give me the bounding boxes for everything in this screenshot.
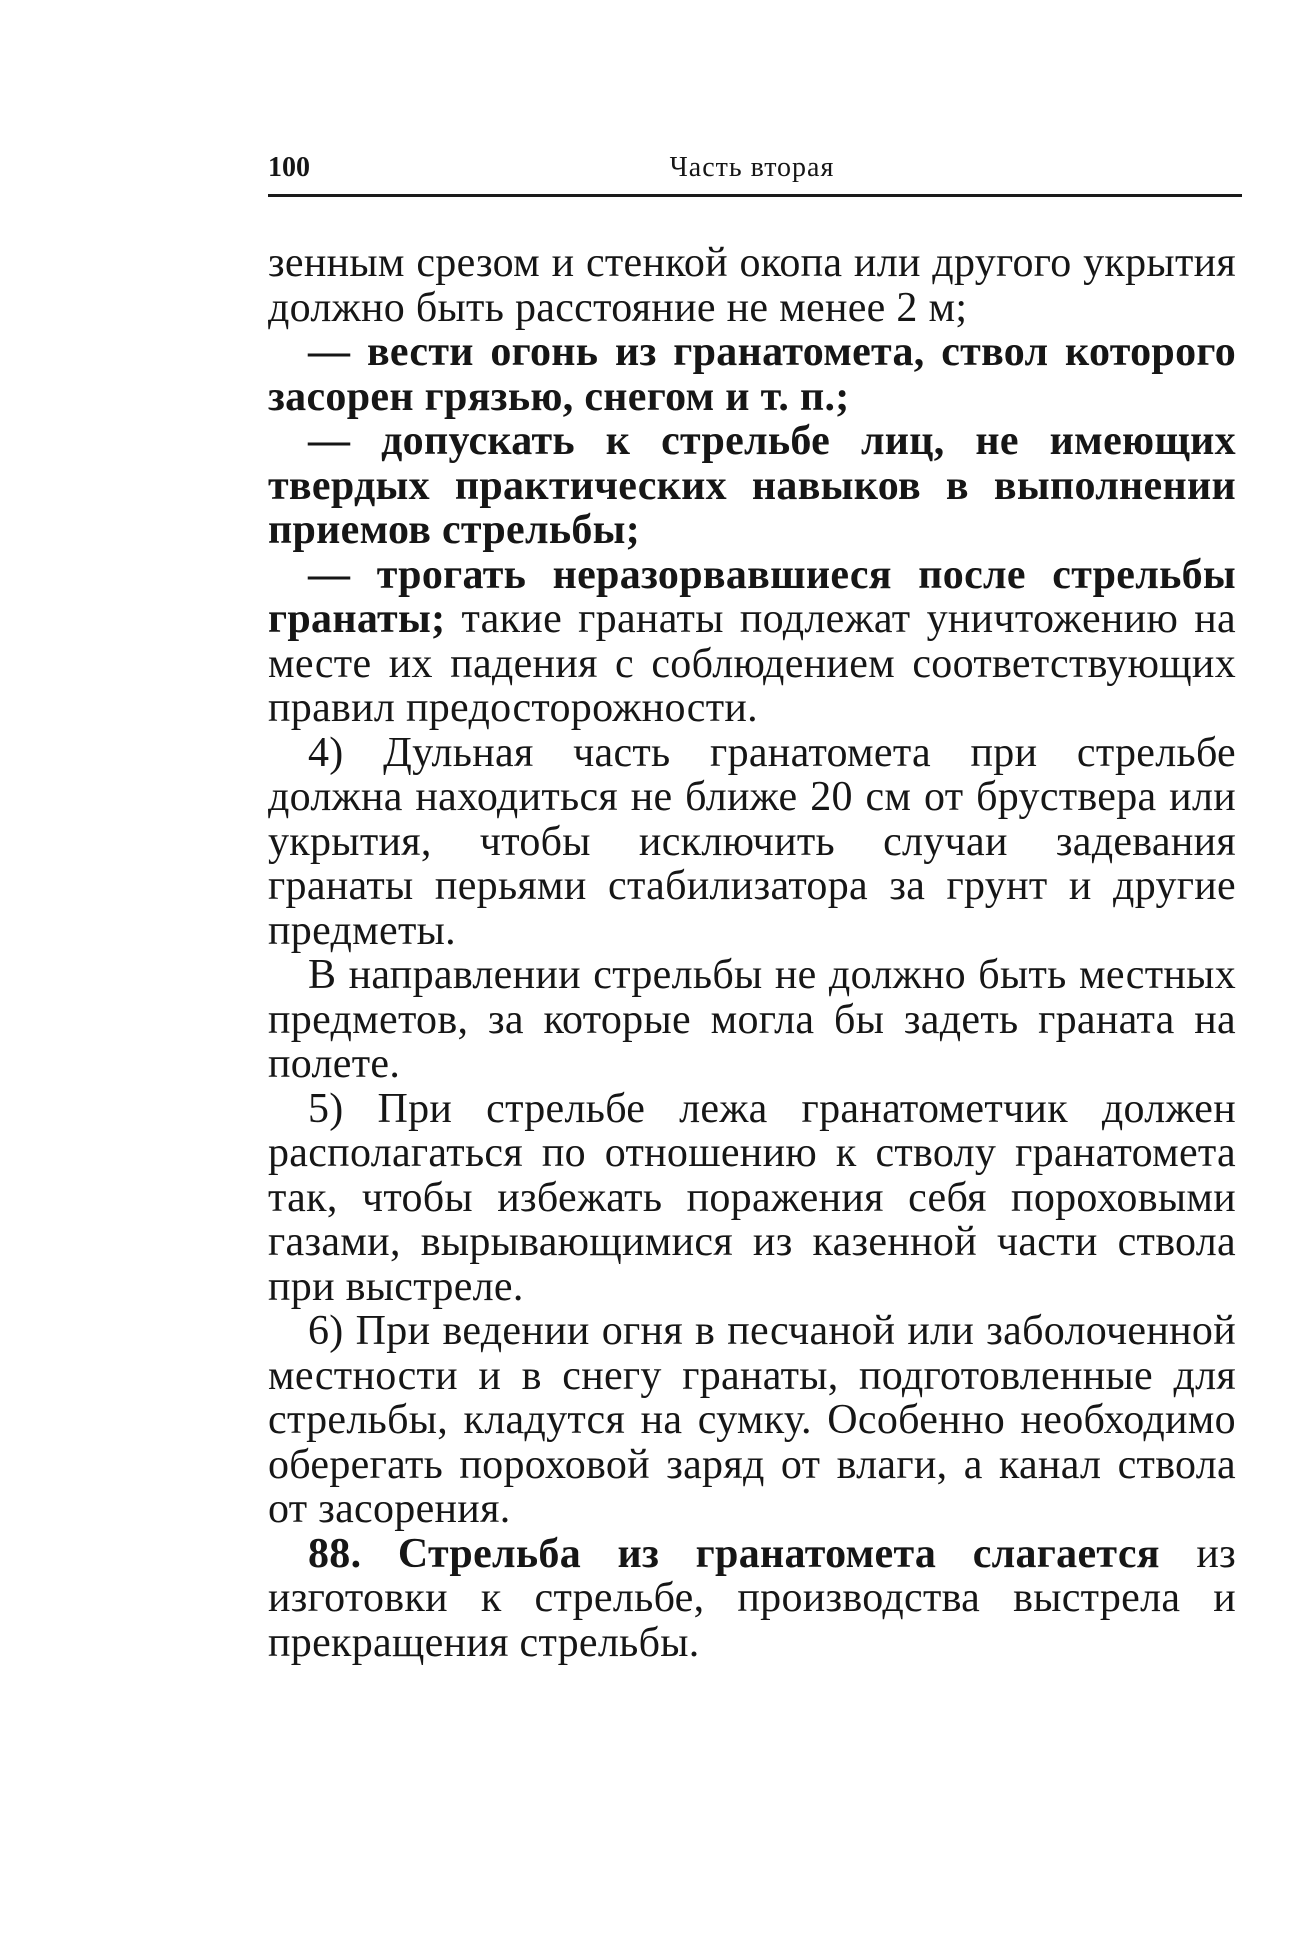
bold-text-span: — вести огонь из гранатомета, ствол которого засорен грязью, снегом и т. п.; (268, 329, 1236, 420)
paragraph (268, 1532, 1236, 1666)
text-span: 6) При ведении огня в песчаной или заболоченной местности и в снегу гранаты, подготовленные для стрельбы, кладутся на сумку. Особенно необходимо оберегать пороховой заряд от влаги, а канал ствола от засорения. (268, 1308, 1236, 1532)
paragraph (268, 330, 1236, 419)
text-span: такие гранаты подлежат уничтожению на месте их падения с соблюдением соответствующих правил предосторожности. (268, 596, 1236, 731)
text-span: В направлении стрельбы не должно быть местных предметов, за которые могла бы задеть граната на полете. (268, 952, 1236, 1087)
paragraph (268, 1309, 1236, 1532)
bold-text-span: — допускать к стрельбе лиц, не имеющих твердых практических навыков в выполнении приемов стрельбы; (268, 418, 1236, 553)
header-rule (268, 194, 1242, 197)
paragraph (268, 731, 1236, 954)
page-number: 100 (268, 152, 310, 183)
page-header (268, 150, 1236, 190)
body-text (268, 241, 1236, 1665)
paragraph (268, 419, 1236, 553)
paragraph (268, 241, 1236, 330)
text-span: из изготовки к стрельбе, производства выстрела и прекращения стрельбы. (268, 1530, 1236, 1666)
text-span: 4) Дульная часть гранатомета при стрельбе должна находиться не ближе 20 см от бруствера или укрытия, чтобы исключить случаи задевания гранаты перьями стабилизатора за грунт и другие предметы. (268, 729, 1236, 954)
running-title: Часть вторая (669, 152, 835, 183)
bold-text-span: — трогать неразорвавшиеся после стрельбы гранаты; (268, 551, 1236, 642)
bold-text-span: 88. Стрельба из гранатомета слагается (308, 1530, 1160, 1577)
paragraph (268, 953, 1236, 1087)
book-page (268, 150, 1236, 1665)
paragraph (268, 553, 1236, 731)
text-span: зенным срезом и стенкой окопа или другого укрытия должно быть расстояние не менее 2 м; (268, 240, 1236, 331)
text-span: 5) При стрельбе лежа гранатометчик должен располагаться по отношению к стволу гранатомета так, чтобы избежать поражения себя пороховыми газами, вырывающимися из казенной части ствола при выстреле. (268, 1085, 1236, 1310)
paragraph (268, 1087, 1236, 1310)
